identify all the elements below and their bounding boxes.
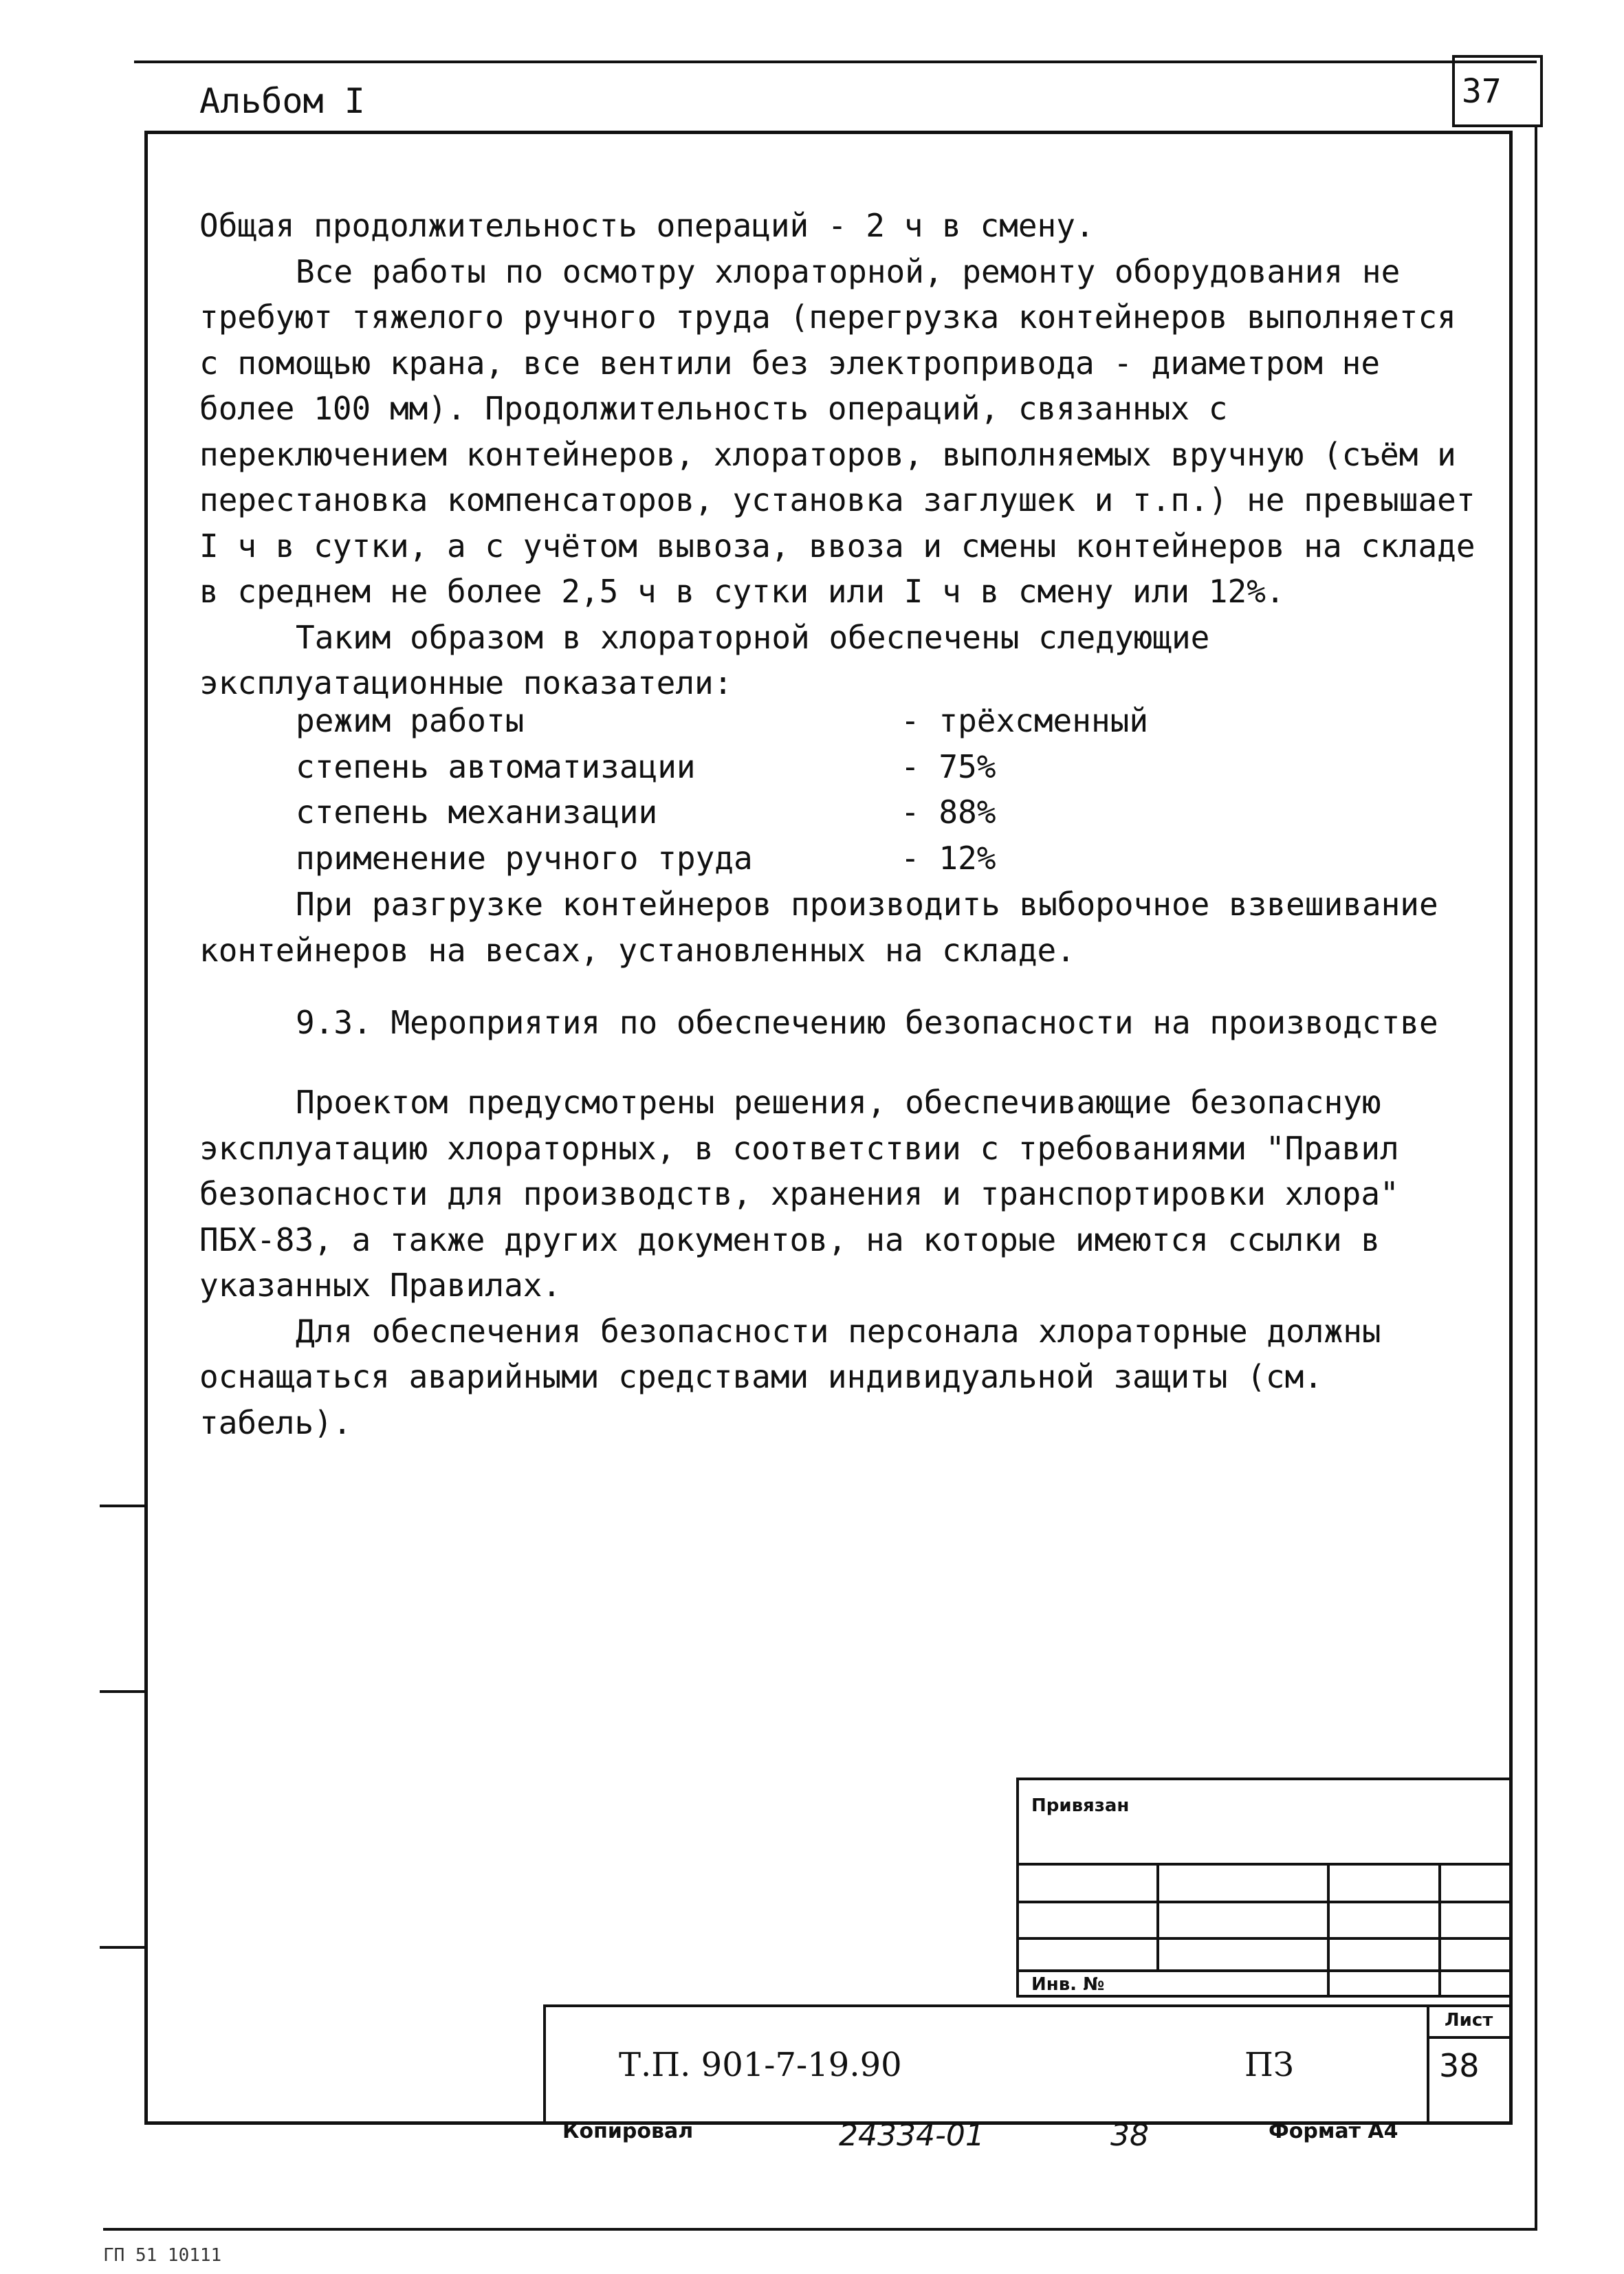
paragraph-total-duration: Общая продолжительность операций - 2 ч в смену. [199, 207, 1095, 244]
inventory-number-label: Инв. № [1031, 1974, 1105, 1995]
paragraph-unloading: При разгрузке контейнеров производить выборочное взвешивание контейнеров на весах, установленных на складе. [199, 886, 1438, 969]
paragraph-personnel-safety: Для обеспечения безопасности персонала хлораторные должны оснащаться аварийными средствами индивидуальной защиты (см. табель). [199, 1312, 1381, 1441]
stamp-rule [1019, 1901, 1511, 1903]
body-text-2 [199, 882, 1492, 973]
indicator-name: степень автоматизации [296, 747, 696, 785]
margin-mark [100, 1505, 144, 1507]
margin-mark [100, 1946, 144, 1949]
stamp-column [1327, 1863, 1330, 1998]
indicator-value: - 88% [901, 794, 996, 831]
indicator-value: - 12% [901, 839, 996, 877]
paragraph-project-solutions: Проектом предусмотрены решения, обеспечивающие безопасную эксплуатацию хлораторных, в соответствии с требованиями "Правил безопасности для производств, хранения и транспортировки хлора" ПБХ-83, а также других документов, на которые имеются ссылки в указанных Правилах. [199, 1084, 1399, 1304]
document-type: ПЗ [1244, 2046, 1294, 2084]
indicator-name: применение ручного труда [296, 839, 753, 877]
order-number: 24334-01 [839, 2118, 985, 2153]
indicator-row [296, 789, 1148, 835]
linkage-stamp [1016, 1778, 1513, 1998]
copied-by-label: Копировал [562, 2119, 694, 2143]
stamp-column [1438, 1863, 1441, 1998]
indicator-row [296, 698, 1148, 744]
indicator-value: - 75% [901, 747, 996, 785]
outer-right-border [1535, 127, 1537, 2228]
sheet-label: Лист [1445, 2010, 1493, 2031]
indicator-value: - трёхсменный [901, 702, 1149, 739]
indicator-name: режим работы [296, 702, 525, 739]
sheet-box [1427, 2004, 1513, 2121]
indicator-name: степень механизации [296, 794, 658, 831]
section-title: 9.3. Мероприятия по обеспечению безопасности на производстве [296, 1004, 1438, 1041]
bottom-print-code: ГП 51 10111 [103, 2245, 222, 2266]
page-number: 37 [1452, 55, 1543, 127]
sheet-rule [1429, 2036, 1513, 2039]
top-rule [134, 61, 1537, 63]
sheet-number: 38 [1439, 2047, 1480, 2084]
paragraph-indicators-intro: Таким образом в хлораторной обеспечены следующие эксплуатационные показатели: [199, 618, 1210, 701]
indicator-list [296, 698, 1148, 881]
indicator-row [296, 835, 1148, 882]
indicator-row [296, 744, 1148, 790]
outer-bottom-border [103, 2228, 1537, 2231]
document-code: Т.П. 901-7-19.90 [619, 2046, 902, 2084]
footer-page-number: 38 [1110, 2118, 1149, 2153]
stamp-rule [1019, 1969, 1511, 1972]
margin-mark [100, 1690, 144, 1693]
linked-label: Привязан [1031, 1795, 1130, 1816]
stamp-column [1156, 1863, 1159, 1969]
body-text-1 [199, 203, 1492, 706]
body-text-3 [199, 1080, 1492, 1445]
format-label: Формат А4 [1269, 2119, 1398, 2143]
paragraph-works: Все работы по осмотру хлораторной, ремонту оборудования не требуют тяжелого ручного труда (перегрузка контейнеров выполняется с помощью крана, все вентили без электропривода - диаметром не более 100 мм). Продолжительность операций, связанных с переключением контейнеров, хлораторов, выполняемых вручную (съём и перестановка компенсаторов, установка заглушек и т.п.) не превышает I ч в сутки, а с учётом вывоза, ввоза и смены контейнеров на складе в среднем не более 2,5 ч в сутки или I ч в смену или 12%. [199, 252, 1475, 610]
stamp-rule [1019, 1937, 1511, 1940]
stamp-rule [1019, 1863, 1511, 1866]
album-label: Альбом I [199, 81, 365, 121]
